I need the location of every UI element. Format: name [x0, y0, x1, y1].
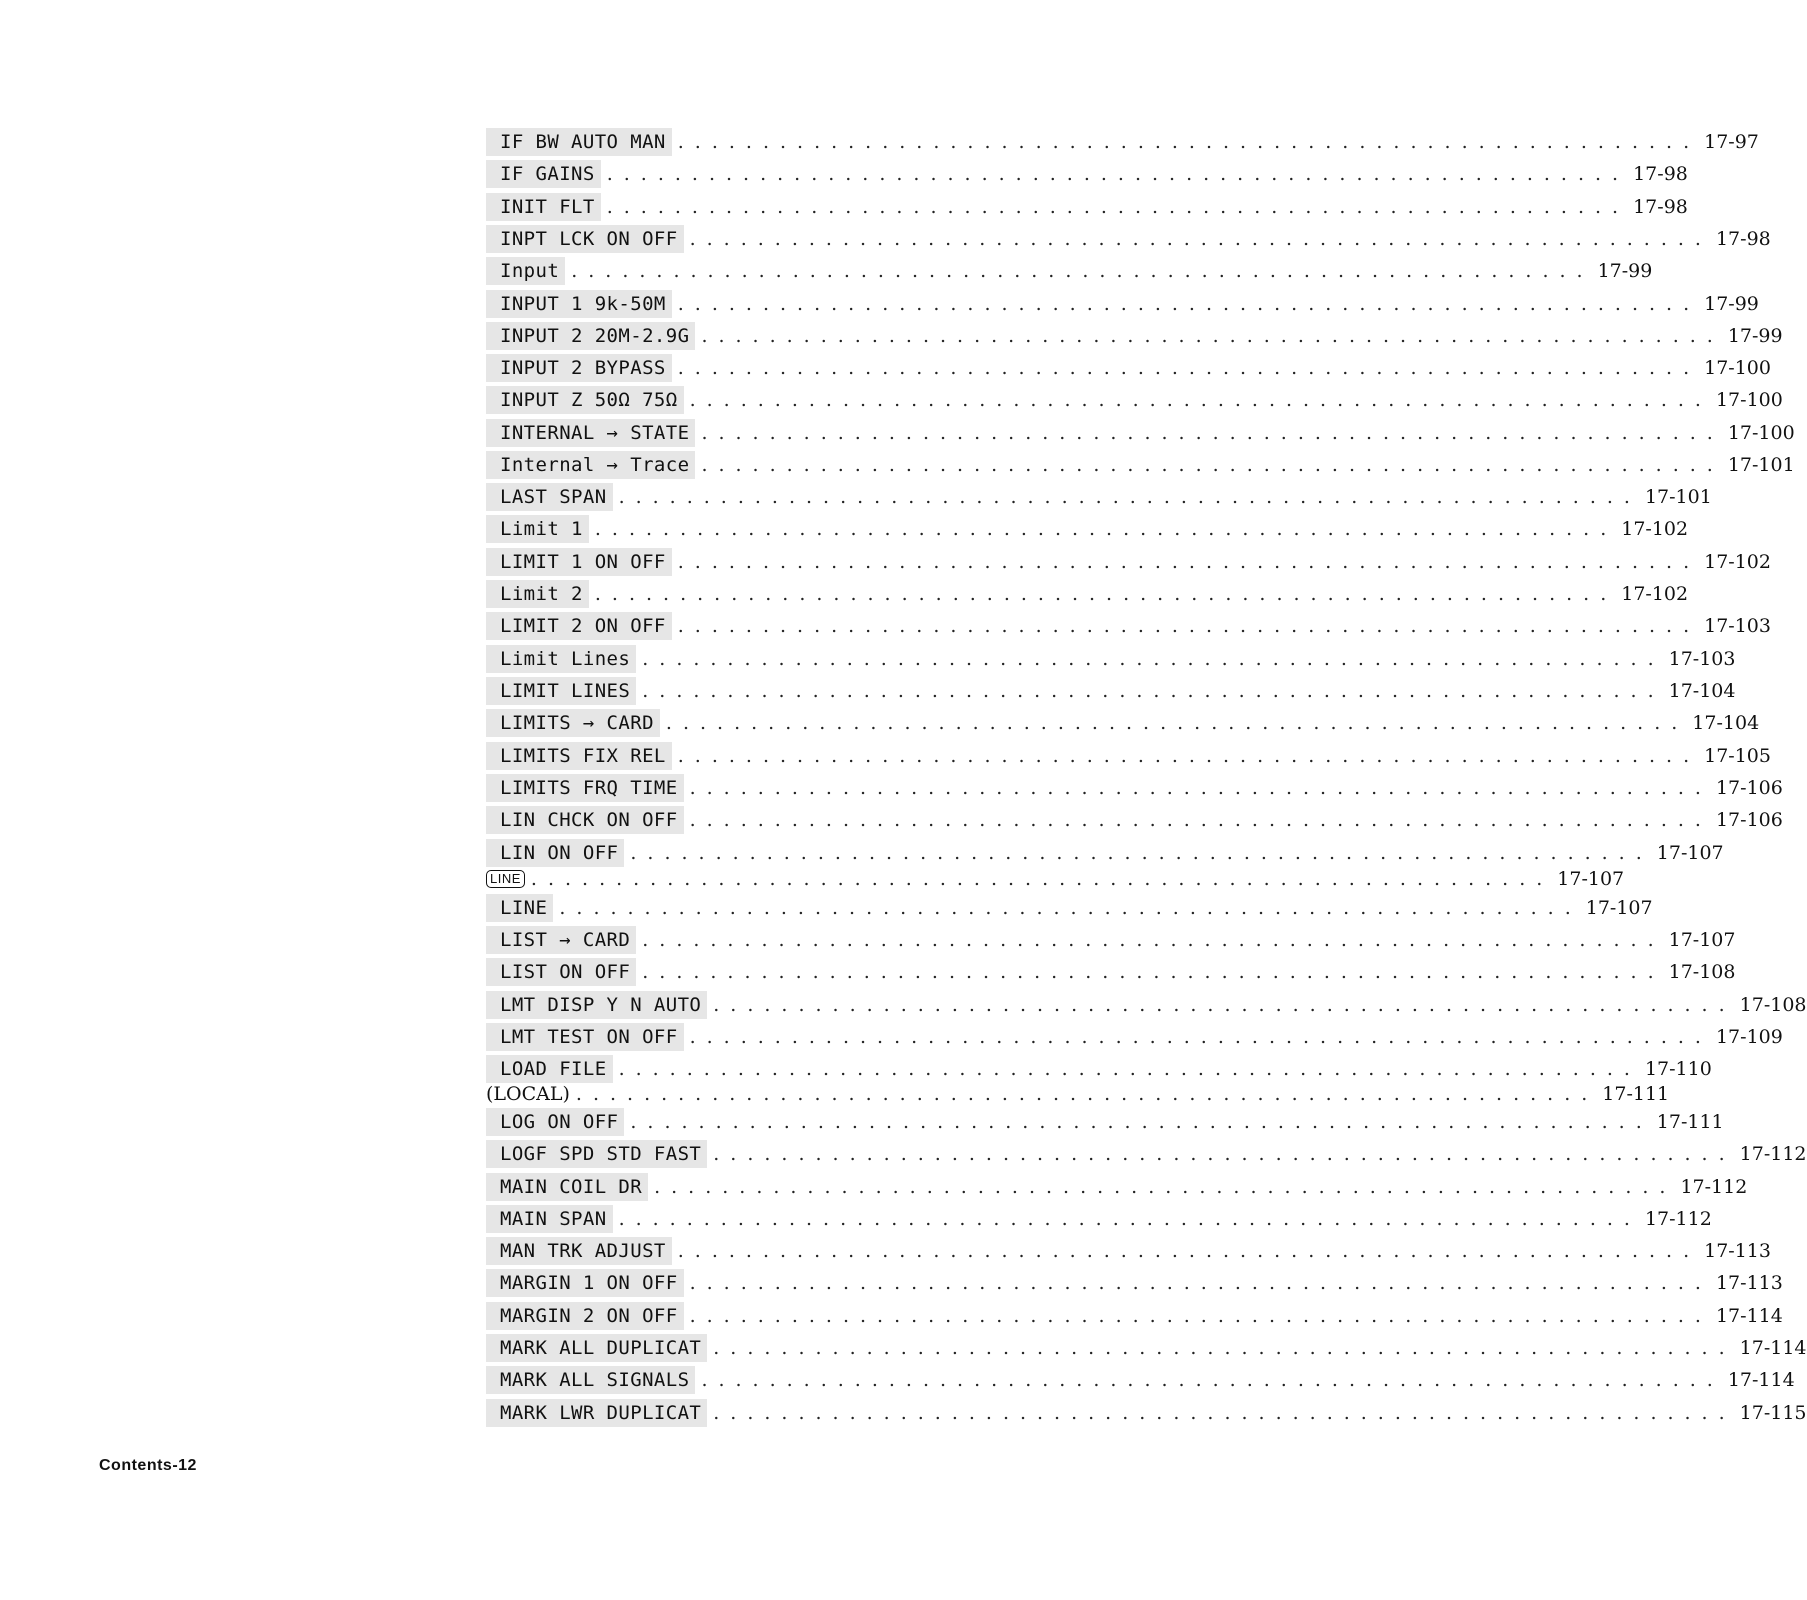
- toc-entry: [486, 957, 1736, 987]
- toc-entry-label: (LOCAL): [486, 1083, 570, 1105]
- toc-entry: [486, 1139, 1807, 1169]
- toc-entry: [486, 418, 1795, 448]
- toc-entry: [486, 1301, 1783, 1331]
- softkey-label: LIST → CARD: [486, 926, 636, 954]
- toc-entry: [486, 1268, 1783, 1298]
- dot-leader: ............................................................: [701, 325, 1724, 347]
- dot-leader: ............................................................: [559, 897, 1582, 919]
- softkey-label: LOG ON OFF: [486, 1108, 624, 1136]
- dot-leader: ............................................................: [642, 680, 1665, 702]
- dot-leader: ............................................................: [630, 1111, 1653, 1133]
- toc-entry: [486, 990, 1807, 1020]
- toc-entry: [486, 1398, 1807, 1428]
- softkey-label: LIMITS → CARD: [486, 709, 660, 737]
- page-number: 17-107: [1557, 868, 1625, 890]
- dot-leader: ............................................................: [689, 777, 1712, 799]
- dot-leader: ............................................................: [713, 994, 1736, 1016]
- toc-entry: [486, 1022, 1783, 1052]
- softkey-label: Limit 2: [486, 580, 589, 608]
- dot-leader: ............................................................: [575, 1083, 1599, 1105]
- toc-entry: [486, 925, 1736, 955]
- page-number: 17-99: [1727, 325, 1783, 347]
- dot-leader: ............................................................: [677, 615, 1701, 637]
- page-number: 17-100: [1704, 357, 1771, 379]
- dot-leader: ............................................................: [571, 260, 1594, 282]
- dot-leader: ............................................................: [618, 1058, 1641, 1080]
- page-number: 17-114: [1727, 1369, 1795, 1391]
- page-number: 17-114: [1715, 1305, 1783, 1327]
- softkey-label: LOAD FILE: [486, 1055, 613, 1083]
- toc-entry: [486, 385, 1783, 415]
- dot-leader: ............................................................: [677, 551, 1701, 573]
- dot-leader: ............................................................: [677, 293, 1701, 315]
- toc-entry: [486, 321, 1783, 351]
- toc-entry: [486, 482, 1712, 512]
- page-number: 17-101: [1644, 486, 1712, 508]
- softkey-label: Internal → Trace: [486, 451, 695, 479]
- hardkey-label: LINE: [486, 870, 525, 888]
- page-number: 17-109: [1715, 1026, 1783, 1048]
- toc-entry: [486, 676, 1736, 706]
- softkey-label: Limit Lines: [486, 645, 636, 673]
- page-number: 17-106: [1715, 777, 1783, 799]
- softkey-label: INPUT 2 BYPASS: [486, 354, 672, 382]
- page-number: 17-113: [1704, 1240, 1771, 1262]
- page-number: 17-112: [1644, 1208, 1712, 1230]
- dot-leader: ............................................................: [689, 228, 1712, 250]
- dot-leader: ............................................................: [594, 583, 1618, 605]
- dot-leader: ............................................................: [689, 1026, 1712, 1048]
- dot-leader: ............................................................: [689, 1272, 1712, 1294]
- softkey-label: LMT TEST ON OFF: [486, 1023, 684, 1051]
- page-number: 17-97: [1704, 131, 1759, 153]
- page-number: 17-105: [1704, 745, 1771, 767]
- page-number: 17-114: [1739, 1337, 1807, 1359]
- dot-leader: ............................................................: [701, 454, 1724, 476]
- page-number: 17-108: [1668, 961, 1736, 983]
- softkey-label: MARK LWR DUPLICAT: [486, 1399, 707, 1427]
- softkey-label: IF BW AUTO MAN: [486, 128, 672, 156]
- softkey-label: LIST ON OFF: [486, 958, 636, 986]
- softkey-label: LOGF SPD STD FAST: [486, 1140, 707, 1168]
- dot-leader: ............................................................: [677, 1240, 1701, 1262]
- page-number: 17-110: [1644, 1058, 1712, 1080]
- softkey-label: INIT FLT: [486, 193, 601, 221]
- dot-leader: ............................................................: [642, 929, 1665, 951]
- page-number: 17-111: [1656, 1111, 1724, 1133]
- toc-entry: [486, 1107, 1724, 1137]
- dot-leader: ............................................................: [594, 518, 1618, 540]
- toc-entry: [486, 579, 1689, 609]
- toc-entry: [486, 1236, 1771, 1266]
- toc-entry: [486, 1365, 1795, 1395]
- dot-leader: ............................................................: [701, 422, 1724, 444]
- page-number: 17-100: [1727, 422, 1795, 444]
- softkey-label: MARK ALL SIGNALS: [486, 1366, 695, 1394]
- page-number: 17-102: [1621, 583, 1689, 605]
- softkey-label: LIN CHCK ON OFF: [486, 806, 684, 834]
- page-number: 17-98: [1633, 196, 1688, 218]
- page-number: 17-112: [1739, 1143, 1807, 1165]
- toc-entry: [486, 893, 1653, 923]
- page-number: 17-99: [1597, 260, 1653, 282]
- dot-leader: ............................................................: [618, 1208, 1641, 1230]
- dot-leader: ............................................................: [618, 486, 1641, 508]
- softkey-label: MARGIN 2 ON OFF: [486, 1302, 684, 1330]
- dot-leader: ............................................................: [677, 131, 1701, 153]
- softkey-label: MARGIN 1 ON OFF: [486, 1269, 684, 1297]
- toc-entry: [486, 192, 1688, 222]
- softkey-label: MAIN SPAN: [486, 1205, 613, 1233]
- page-number: 17-115: [1739, 1402, 1807, 1424]
- softkey-label: MAN TRK ADJUST: [486, 1237, 672, 1265]
- toc-entry: [486, 1172, 1748, 1202]
- toc-entry: [486, 224, 1771, 254]
- dot-leader: ............................................................: [630, 842, 1653, 864]
- page-number: 17-99: [1704, 293, 1759, 315]
- dot-leader: ............................................................: [689, 389, 1712, 411]
- dot-leader: ............................................................: [642, 961, 1665, 983]
- softkey-label: INPUT Z 50Ω 75Ω: [486, 386, 684, 414]
- dot-leader: ............................................................: [665, 712, 1689, 734]
- toc-entry: [486, 256, 1653, 286]
- toc-entry: [486, 127, 1759, 157]
- page-number: 17-103: [1668, 648, 1736, 670]
- dot-leader: ............................................................: [701, 1369, 1724, 1391]
- toc-list: [486, 0, 1807, 1600]
- page-number: 17-108: [1739, 994, 1807, 1016]
- dot-leader: ............................................................: [654, 1176, 1677, 1198]
- toc-entry: [486, 159, 1688, 189]
- page-number: 17-112: [1680, 1176, 1748, 1198]
- toc-entry: [486, 1204, 1712, 1234]
- dot-leader: ............................................................: [713, 1337, 1736, 1359]
- dot-leader: ............................................................: [677, 745, 1701, 767]
- page-number: 17-102: [1621, 518, 1689, 540]
- softkey-label: MAIN COIL DR: [486, 1173, 648, 1201]
- softkey-label: Limit 1: [486, 515, 589, 543]
- toc-entry: [486, 353, 1771, 383]
- page-footer: Contents-12: [99, 1457, 197, 1474]
- page-number: 17-111: [1602, 1083, 1670, 1105]
- softkey-label: LMT DISP Y N AUTO: [486, 991, 707, 1019]
- page-number: 17-107: [1668, 929, 1736, 951]
- page-number: 17-98: [1633, 163, 1688, 185]
- toc-entry: [486, 450, 1795, 480]
- dot-leader: ............................................................: [606, 196, 1630, 218]
- softkey-label: LIMIT LINES: [486, 677, 636, 705]
- page-number: 17-98: [1715, 228, 1771, 250]
- toc-entry: [486, 611, 1771, 641]
- toc-entry: [486, 708, 1760, 738]
- toc-entry: [486, 864, 1625, 894]
- softkey-label: LIMIT 2 ON OFF: [486, 612, 672, 640]
- softkey-label: MARK ALL DUPLICAT: [486, 1334, 707, 1362]
- toc-entry: [486, 1333, 1807, 1363]
- softkey-label: INPUT 2 20M-2.9G: [486, 322, 695, 350]
- page-number: 17-107: [1585, 897, 1653, 919]
- page-number: 17-102: [1704, 551, 1771, 573]
- page-number: 17-100: [1715, 389, 1783, 411]
- page-number: 17-104: [1692, 712, 1760, 734]
- dot-leader: ............................................................: [713, 1143, 1736, 1165]
- toc-entry: [486, 644, 1736, 674]
- toc-entry: [486, 741, 1771, 771]
- softkey-label: LINE: [486, 894, 553, 922]
- toc-entry: [486, 1079, 1670, 1109]
- toc-entry: [486, 547, 1771, 577]
- dot-leader: ............................................................: [606, 163, 1630, 185]
- page-number: 17-106: [1715, 809, 1783, 831]
- softkey-label: LIMITS FRQ TIME: [486, 774, 684, 802]
- toc-entry: [486, 514, 1689, 544]
- page-number: 17-107: [1656, 842, 1724, 864]
- softkey-label: INTERNAL → STATE: [486, 419, 695, 447]
- softkey-label: LIN ON OFF: [486, 839, 624, 867]
- softkey-label: IF GAINS: [486, 160, 601, 188]
- softkey-label: INPUT 1 9k-50M: [486, 290, 672, 318]
- page-number: 17-103: [1704, 615, 1771, 637]
- softkey-label: LIMIT 1 ON OFF: [486, 548, 672, 576]
- dot-leader: ............................................................: [642, 648, 1665, 670]
- dot-leader: ............................................................: [530, 868, 1554, 890]
- dot-leader: ............................................................: [689, 1305, 1712, 1327]
- softkey-label: Input: [486, 257, 565, 285]
- dot-leader: ............................................................: [677, 357, 1701, 379]
- page-number: 17-104: [1668, 680, 1736, 702]
- softkey-label: LAST SPAN: [486, 483, 613, 511]
- dot-leader: ............................................................: [713, 1402, 1736, 1424]
- page-number: 17-101: [1727, 454, 1795, 476]
- page-number: 17-113: [1715, 1272, 1783, 1294]
- softkey-label: LIMITS FIX REL: [486, 742, 672, 770]
- softkey-label: INPT LCK ON OFF: [486, 225, 684, 253]
- toc-entry: [486, 805, 1783, 835]
- toc-entry: [486, 773, 1783, 803]
- toc-entry: [486, 289, 1759, 319]
- dot-leader: ............................................................: [689, 809, 1712, 831]
